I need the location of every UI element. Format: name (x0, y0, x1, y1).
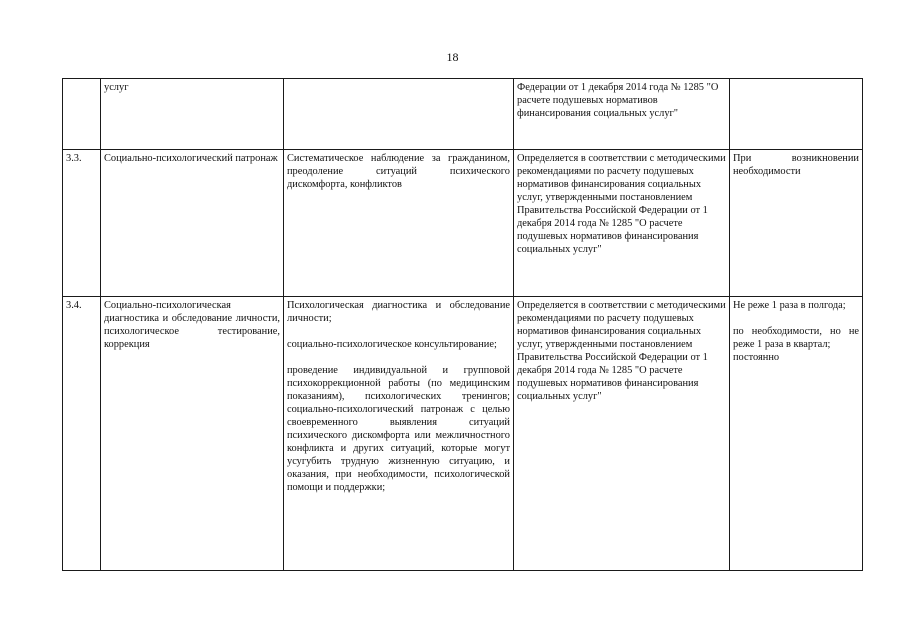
row-number-cell: 3.4. (63, 297, 101, 571)
description-paragraph: социально-психологическое консультирование; (287, 339, 497, 350)
frequency-paragraph: Не реже 1 раза в полгода; (733, 300, 846, 311)
page-number: 18 (446, 50, 459, 64)
description-paragraph: Психологическая диагностика и обследование личности; (287, 300, 510, 324)
service-name-cell: услуг (101, 79, 284, 150)
frequency-cell (730, 150, 863, 297)
table-row-3-3 (63, 150, 863, 297)
service-description-cell (284, 297, 514, 571)
normative-cell: Определяется в соответствии с методическими рекомендациями по расчету подушевых нормативов финансирования социальных услуг, утвержденными постановлением Правительства Российской Федерации от 1 декабря 2014 года № 1285 "О расчете подушевых нормативов финансирования социальных услуг" (514, 150, 730, 297)
service-name-cell: Социально-психологический патронаж (101, 150, 284, 297)
table-row-3-4 (63, 297, 863, 571)
normative-cell: Определяется в соответствии с методическими рекомендациями по расчету подушевых нормативов финансирования социальных услуг, утвержденными постановлением Правительства Российской Федерации от 1 декабря 2014 года № 1285 "О расчете подушевых нормативов финансирования социальных услуг" (514, 297, 730, 571)
service-description-cell (284, 150, 514, 297)
frequency-cell (730, 79, 863, 150)
description-paragraph: проведение индивидуальной и групповой психокоррекционной работы (по медицинским показаниям), психологических тренингов; социально-психологический патронаж с целью своевременного выявления ситуаций психического дискомфорта или межличностного конфликта и других ситуаций, которые могут усугубить трудную жизненную ситуацию, и оказания, при необходимости, психологической помощи и поддержки; (287, 365, 510, 493)
frequency-paragraph: постоянно (733, 352, 780, 363)
table-row-continuation (63, 79, 863, 150)
row-number-cell: 3.3. (63, 150, 101, 297)
frequency-paragraph: по необходимости, но не реже 1 раза в квартал; (733, 326, 859, 350)
normative-cell: Федерации от 1 декабря 2014 года № 1285 "О расчете подушевых нормативов финансирования социальных услуг" (514, 79, 730, 150)
services-table (62, 78, 863, 571)
frequency-cell (730, 297, 863, 571)
service-name-cell: Социально-психологическая диагностика и обследование личности, психологическое тестирование, коррекция (101, 297, 284, 571)
frequency-paragraph: При возникновении необходимости (733, 153, 859, 177)
description-paragraph: Систематическое наблюдение за гражданином, преодоление ситуаций психического дискомфорта, конфликтов (287, 153, 510, 190)
row-number-cell (63, 79, 101, 150)
service-description-cell (284, 79, 514, 150)
